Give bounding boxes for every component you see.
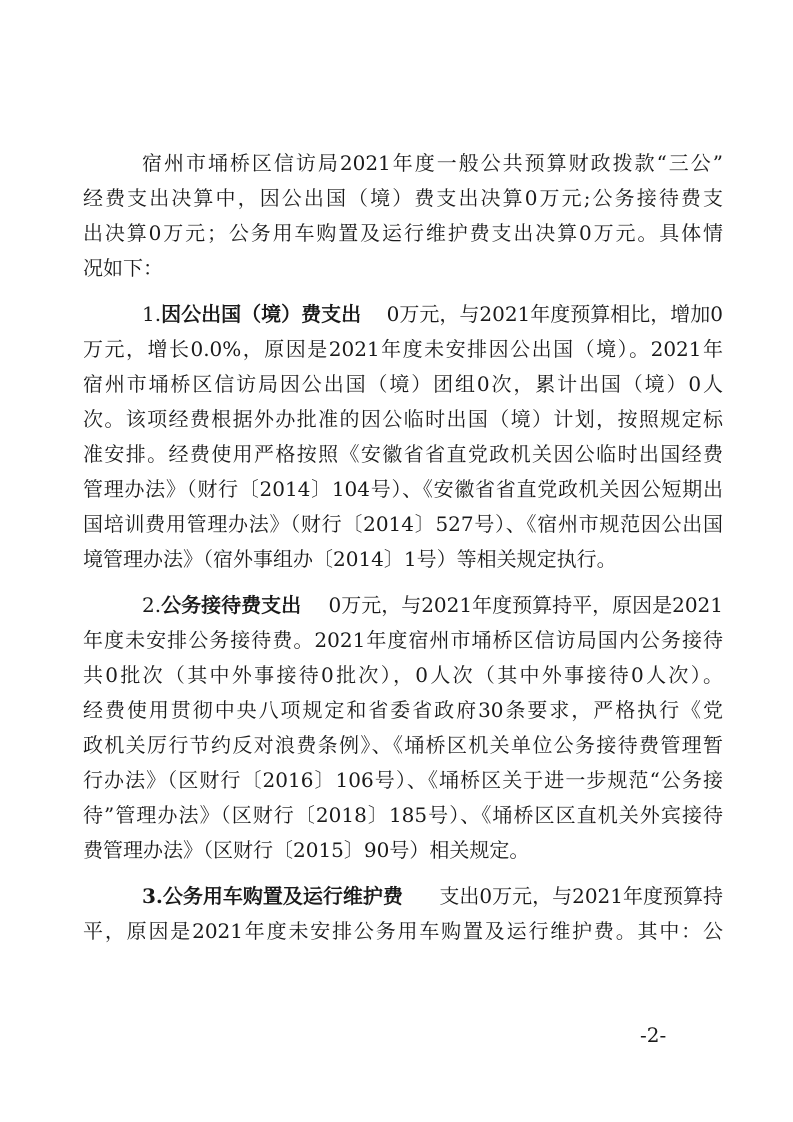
paragraph-4-line-1 bbox=[142, 881, 723, 911]
paragraph-2-line-4: 次。该项经费根据外办批准的因公临时出国（境）计划，按照规定标 bbox=[83, 407, 723, 431]
paragraph-1-line-1: 宿州市埇桥区信访局2021年度一般公共预算财政拨款“三公” bbox=[142, 151, 723, 175]
paragraph-3-lead bbox=[142, 590, 301, 620]
page-number: -2- bbox=[640, 1023, 667, 1047]
paragraph-3-line-3: 共0批次（其中外事接待0批次），0人次（其中外事接待0人次）。 bbox=[83, 663, 723, 687]
paragraph-3-line-8: 费管理办法》（区财行〔2015〕90号）相关规定。 bbox=[83, 838, 530, 862]
paragraph-3-line-1 bbox=[142, 590, 723, 620]
paragraph-1-line-2: 经费支出决算中，因公出国（境）费支出决算0万元;公务接待费支 bbox=[83, 186, 723, 210]
paragraph-2-lead-prefix: 1. bbox=[142, 302, 162, 326]
paragraph-2-line-2: 万元，增长0.0%，原因是2021年度未安排因公出国（境）。2021年 bbox=[83, 337, 723, 361]
paragraph-2-line-1-rest: 0万元，与2021年度预算相比，增加0 bbox=[386, 302, 723, 326]
paragraph-3-line-5: 政机关厉行节约反对浪费条例》、《埇桥区机关单位公务接待费管理暂 bbox=[83, 733, 723, 757]
paragraph-2-line-5: 准安排。经费使用严格按照《安徽省省直党政机关因公临时出国经费 bbox=[83, 442, 723, 466]
paragraph-1-line-4: 况如下： bbox=[83, 256, 163, 280]
paragraph-2-line-8: 境管理办法》（宿外事组办〔2014〕1号）等相关规定执行。 bbox=[83, 547, 617, 571]
paragraph-3-line-7: 待”管理办法》（区财行〔2018〕185号）、《埇桥区区直机关外宾接待 bbox=[83, 803, 723, 827]
paragraph-3-line-4: 经费使用贯彻中央八项规定和省委省政府30条要求，严格执行《党 bbox=[83, 698, 723, 722]
paragraph-2-lead bbox=[142, 299, 361, 329]
paragraph-3-lead-prefix: 2. bbox=[142, 593, 162, 617]
paragraph-2-line-1 bbox=[142, 299, 723, 329]
paragraph-2-line-6: 管理办法》（财行〔2014〕104号）、《安徽省省直党政机关因公短期出 bbox=[83, 477, 723, 501]
paragraph-2-line-3: 宿州市埇桥区信访局因公出国（境）团组0次，累计出国（境）0人 bbox=[83, 372, 723, 396]
paragraph-3-line-2: 年度未安排公务接待费。2021年度宿州市埇桥区信访局国内公务接待 bbox=[83, 628, 723, 652]
paragraph-3-lead-bold: 公务接待费支出 bbox=[161, 593, 302, 617]
paragraph-4-lead-bold: 3.公务用车购置及运行维护费 bbox=[142, 884, 403, 908]
paragraph-3-line-6: 行办法》（区财行〔2016〕106号）、《埇桥区关于进一步规范“公务接 bbox=[83, 768, 723, 792]
paragraph-4-line-2: 平，原因是2021年度未安排公务用车购置及运行维护费。其中：公 bbox=[83, 919, 723, 943]
paragraph-3-line-1-rest: 0万元，与2021年度预算持平，原因是2021 bbox=[328, 593, 723, 617]
paragraph-1-line-3: 出决算0万元；公务用车购置及运行维护费支出决算0万元。具体情 bbox=[83, 221, 723, 245]
paragraph-4-line-1-rest: 支出0万元，与2021年度预算持 bbox=[439, 884, 723, 908]
paragraph-2-lead-bold: 因公出国（境）费支出 bbox=[161, 302, 362, 326]
paragraph-2-line-7: 国培训费用管理办法》（财行〔2014〕527号）、《宿州市规范因公出国 bbox=[83, 512, 723, 536]
